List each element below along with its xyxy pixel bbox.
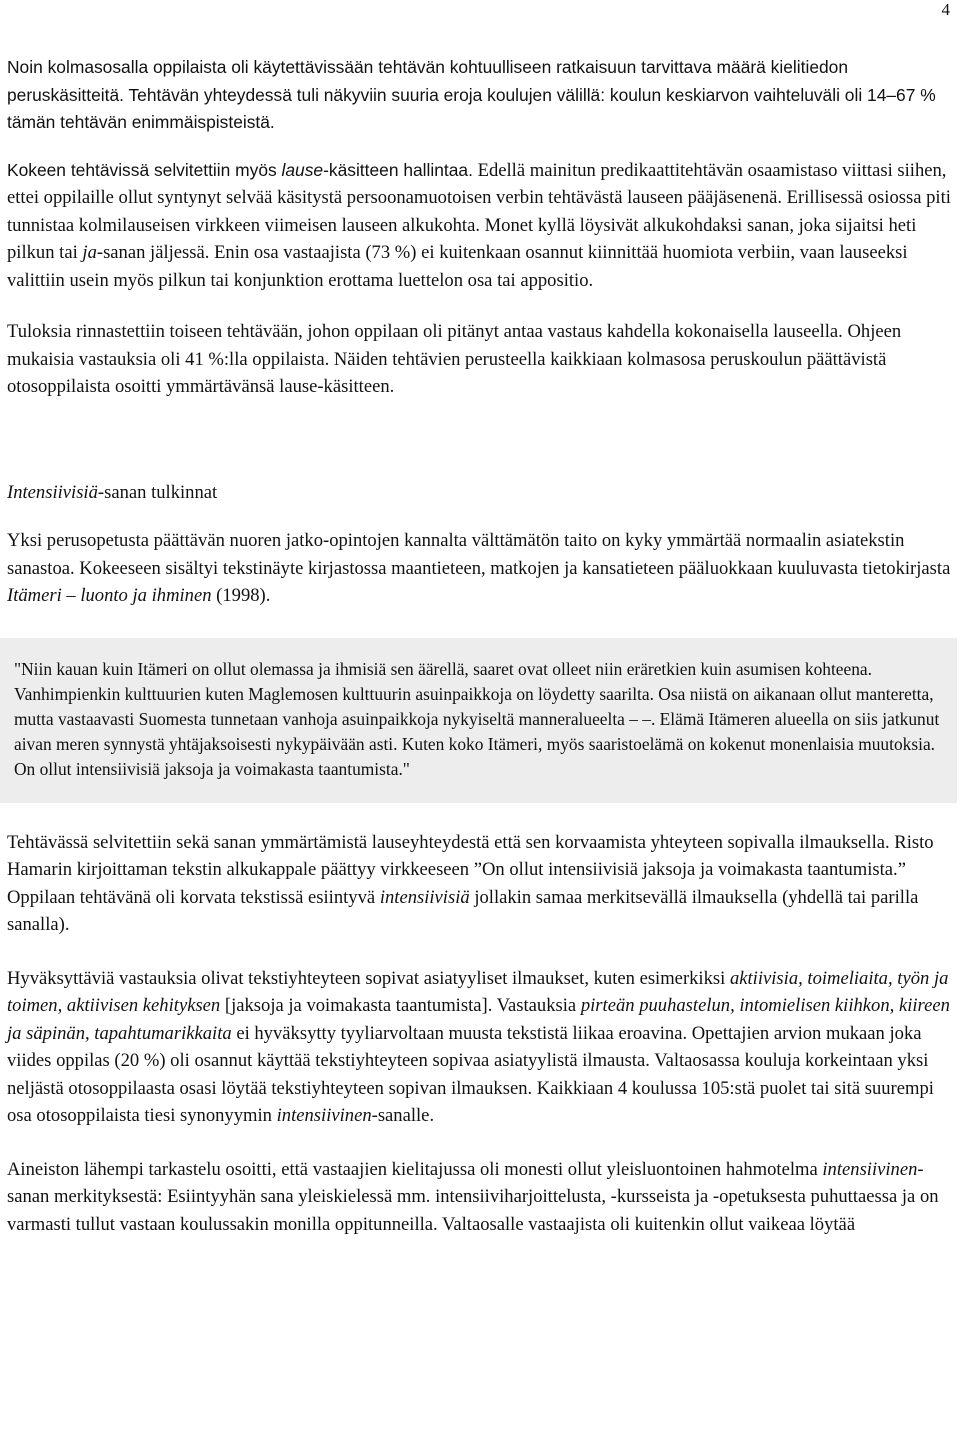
text-run: ei hyväksytty tyyliarvoltaan muusta tekstistä liikaa eroavina. Opettajien arvion mukaan joka viides oppilas (20 %) oli osannut käyttää tekstiyhteyteen sopivaa asiatyylistä ilmausta. Valtaosassa kouluja korkeintaan yksi neljästä otosoppilaasta osasi löytää tekstiyhteyteen sopivan ilmauksen. Kaikkiaan 4 koulussa 105:stä puolet tai sitä suurempi osa otosoppilaista tiesi synonyymin <box>7 1022 934 1127</box>
italic-term: intensiivisiä <box>379 886 470 908</box>
section-heading <box>7 479 953 507</box>
paragraph-4 <box>7 527 953 610</box>
italic-term: lause <box>281 159 324 180</box>
italic-term: aktiivisia, toimeliaita, työn ja toimen, aktiivisen kehityksen <box>7 967 949 1017</box>
text-run: -sanalle. <box>371 1105 435 1127</box>
paragraph-3: Tuloksia rinnastettiin toiseen tehtävään, johon oppilaan oli pitänyt antaa vastaus kahdella kokonaisella lauseella. Ohjeen mukaisia vastauksia oli 41 %:lla oppilaista. Näiden tehtävien perusteella kaikkiaan kolmasosa peruskoulun päättävistä otosoppilaista osoitti ymmärtävänsä lause-käsitteen. <box>7 321 902 397</box>
document-body <box>7 54 953 1238</box>
text-run: -käsitteen hallintaa. <box>323 159 473 180</box>
text-run: Edellä mainitun predikaattitehtävän osaamistaso viittasi siihen, ettei oppilaille ollut syntynyt selvää käsitystä persoonamuotoisen verbin tehtävästä lauseen pääjäsenenä. Erillisessä osiossa piti tunnistaa kolmilauseisen virkkeen viimeisen lauseen alkukohta. Monet kyllä löysivät alkukohdaksi sanan, joka sijaitsi heti pilkun tai <box>7 159 951 263</box>
italic-term: intensiivinen <box>276 1105 372 1127</box>
italic-term: pirteän puuhastelun, intomielisen kiihkon, kiireen ja säpinän, tapahtumarikkaita <box>7 995 950 1044</box>
text-run: jollakin samaa merkitsevällä ilmauksella (yhdellä tai parilla sanalla). <box>7 886 919 936</box>
page-number: 4 <box>941 0 950 19</box>
text-run: (1998). <box>211 585 271 606</box>
paragraph-6 <box>7 965 953 1130</box>
paragraph-7 <box>7 1156 953 1239</box>
text-run: -sanan merkityksestä: Esiintyyhän sana yleiskielessä mm. intensiiviharjoittelusta, -kursseista ja -opetuksesta puhuttaessa ja on varmasti tullut vastaan koulussakin monilla oppitunneilla. Valtaosalle vastaajista oli kuitenkin ollut vaikeaa löytää <box>7 1158 939 1235</box>
paragraph-1: Noin kolmasosalla oppilaista oli käytettävissään tehtävän kohtuulliseen ratkaisuun tarvittava määrä kielitiedon peruskäsitteitä. Tehtävän yhteydessä tuli näkyviin suuria eroja koulujen välillä: koulun keskiarvon vaihteluväli oli 14–67 % tämän tehtävän enimmäispisteistä. <box>7 57 936 132</box>
text-run: [jaksoja ja voimakasta taantumista]. Vastauksia <box>220 995 581 1017</box>
quote-box: "Niin kauan kuin Itämeri on ollut olemassa ja ihmisiä sen äärellä, saaret ovat olleet niin eräretkien kuin asumisen kohteena. Vanhimpienkin kulttuurien kuten Maglemosen kulttuurin asuinpaikkoja on löydetty saarilta. Osa niistä on aikanaan ollut manteretta, mutta vastaavasti Suomesta tunnetaan vanhoja asuinpaikkoja nykyiseltä manneralueelta – –. Elämä Itämeren alueella on siis jatkunut aivan meren synnystä yhtäjaksoisesti nykypäivään asti. Kuten koko Itämeri, myös saaristoelämä on kokenut monenlaisia muutoksia. On ollut intensiivisiä jaksoja ja voimakasta taantumista." <box>0 638 957 803</box>
italic-term: ja <box>82 242 97 263</box>
text-run: Hyväksyttäviä vastauksia olivat tekstiyhteyteen sopivat asiatyyliset ilmaukset, kuten esimerkiksi <box>7 967 730 989</box>
book-title: Itämeri – luonto ja ihminen <box>7 585 212 606</box>
text-run: Aineiston lähempi tarkastelu osoitti, että vastaajien kielitajussa oli monesti ollut yleisluontoinen hahmotelma <box>7 1158 823 1180</box>
text-run: Yksi perusopetusta päättävän nuoren jatko-opintojen kannalta välttämätön taito on kyky ymmärtää normaalin asiatekstin sanastoa. Kokeeseen sisältyi tekstinäyte kirjastossa maantieteen, matkojen ja kansatieteen pääluokkaan kuuluvasta tietokirjasta <box>7 530 951 579</box>
paragraph-2-lead <box>7 160 473 180</box>
paragraph-5 <box>7 829 953 939</box>
text-run: Kokeen tehtävissä selvitettiin myös <box>7 159 282 180</box>
heading-text: -sanan tulkinnat <box>97 481 218 503</box>
italic-term: intensiivinen <box>822 1158 918 1180</box>
heading-italic: Intensiivisiä <box>7 481 98 503</box>
text-run: -sanan jäljessä. Enin osa vastaajista (73 %) ei kuitenkaan osannut kiinnittää huomiota verbiin, vaan lauseeksi valittiin usein myös pilkun tai konjunktion erottama luettelon osa tai appositio. <box>7 242 908 291</box>
text-run: Tehtävässä selvitettiin sekä sanan ymmärtämistä lauseyhteydestä että sen korvaamista yhteyteen sopivalla ilmauksella. Risto Hamarin kirjoittaman tekstin alkukappale päättyy virkkeeseen ”On ollut intensiivisiä jaksoja ja voimakasta taantumista.” Oppilaan tehtävänä oli korvata tekstissä esiintyvä <box>7 831 934 908</box>
paragraph-2 <box>7 157 953 295</box>
